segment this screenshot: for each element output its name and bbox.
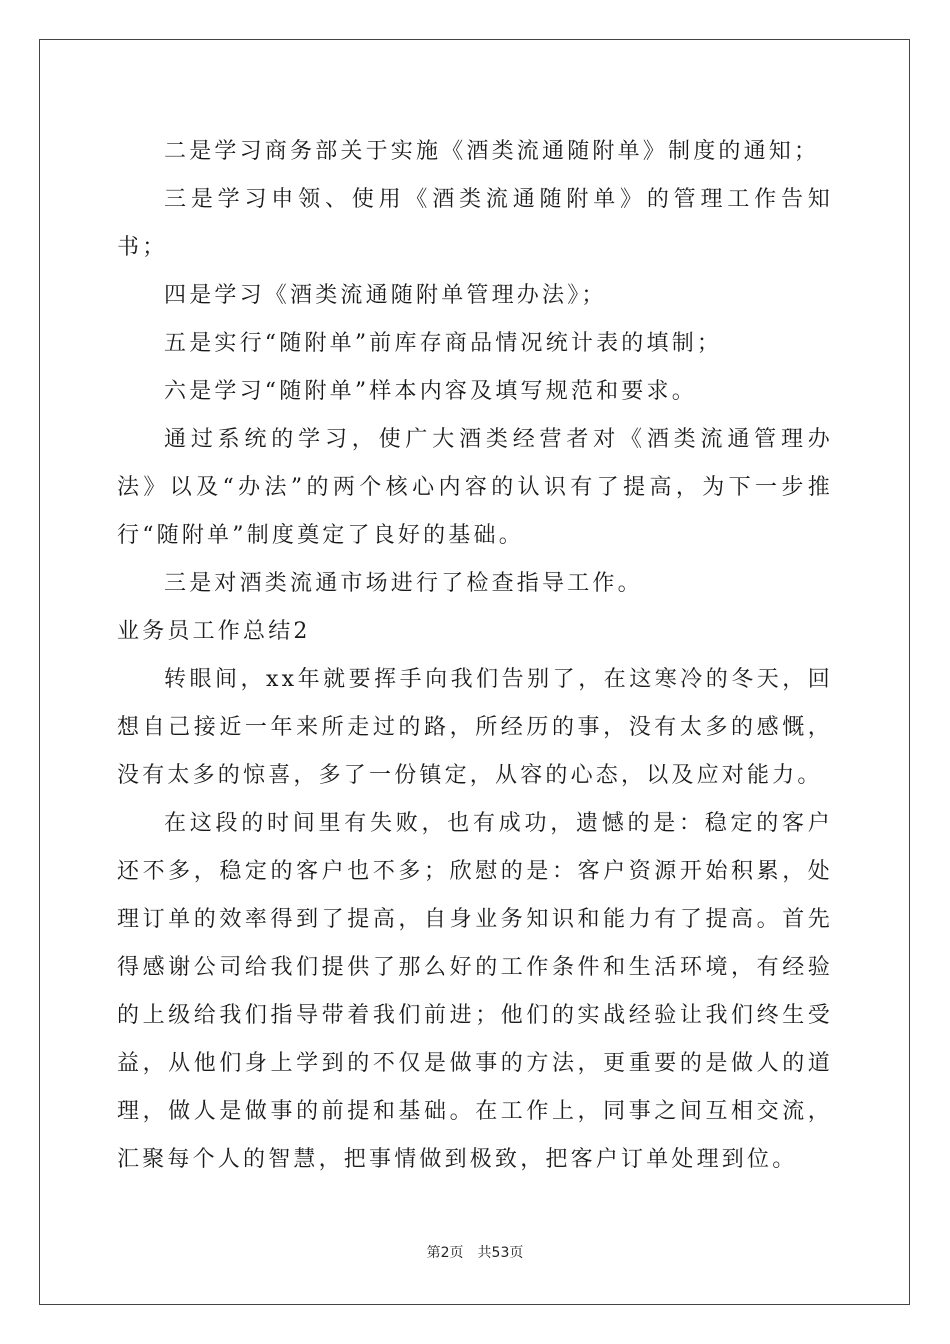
page-total: 共53页 <box>477 1245 524 1261</box>
paragraph: 四是学习《酒类流通随附单管理办法》； <box>164 283 607 308</box>
paragraph: 三是学习申领、使用《酒类流通随附单》的管理工作告知书； <box>117 187 833 260</box>
paragraph: 六是学习“随附单”样本内容及填写规范和要求。 <box>164 379 697 404</box>
paragraph: 在这段的时间里有失败，也有成功，遗憾的是：稳定的客户还不多，稳定的客户也不多；欣慰的是：客户资源开始积累，处理订单的效率得到了提高，自身业务知识和能力有了提高。首先得感谢公司给我们提供了那么好的工作条件和生活环境，有经验的上级给我们指导带着我们前进；他们的实战经验让我们终生受益，从他们身上学到的不仅是做事的方法，更重要的是做人的道理，做人是做事的前提和基础。在工作上，同事之间互相交流，汇聚每个人的智慧，把事情做到极致，把客户订单处理到位。 <box>117 811 833 1172</box>
paragraph: 转眼间，xx年就要挥手向我们告别了，在这寒冷的冬天，回想自己接近一年来所走过的路，所经历的事，没有太多的感慨，没有太多的惊喜，多了一份镇定，从容的心态，以及应对能力。 <box>117 667 833 788</box>
paragraph: 二是学习商务部关于实施《酒类流通随附单》制度的通知； <box>164 139 820 164</box>
page-number: 第2页 <box>426 1245 464 1261</box>
document-body <box>117 128 833 1184</box>
section-heading: 业务员工作总结2 <box>117 619 311 644</box>
paragraph: 通过系统的学习，使广大酒类经营者对《酒类流通管理办法》以及“办法”的两个核心内容的认识有了提高，为下一步推行“随附单”制度奠定了良好的基础。 <box>117 427 833 548</box>
paragraph: 三是对酒类流通市场进行了检查指导工作。 <box>164 571 643 596</box>
page-footer <box>0 1242 950 1262</box>
paragraph: 五是实行“随附单”前库存商品情况统计表的填制； <box>164 331 723 356</box>
